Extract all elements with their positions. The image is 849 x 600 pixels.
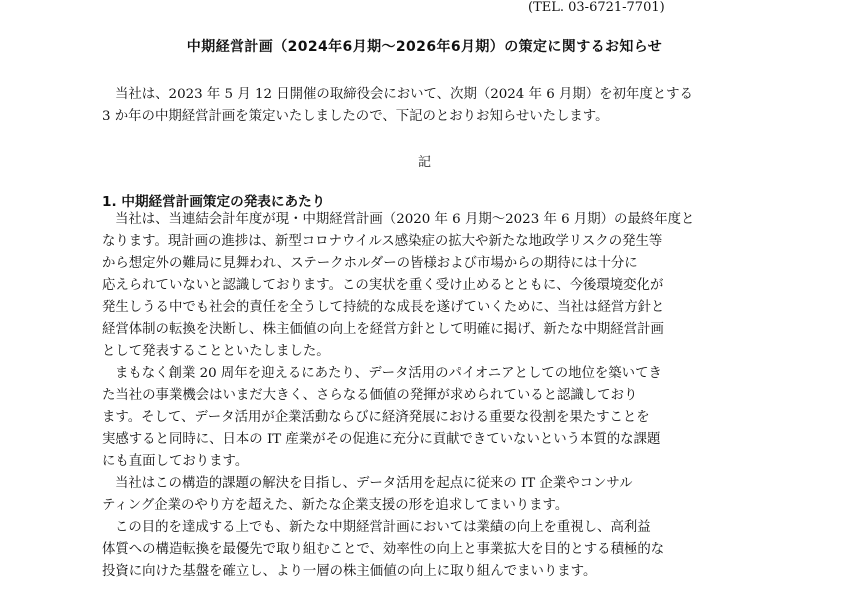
paragraph-line: この目的を達成する上でも、新たな中期経営計画においては業績の向上を重視し、高利益: [115, 520, 651, 535]
paragraph-line: 実感すると同時に、日本の IT 産業がその促進に充分に貢献できていないという本質的な課題: [102, 432, 661, 447]
paragraph-line: から想定外の難局に見舞われ、ステークホルダーの皆様および市場からの期待には十分に: [102, 256, 638, 271]
body-paragraph-2: [102, 363, 662, 473]
intro-paragraph: [102, 84, 693, 128]
body-paragraph-1: [102, 209, 694, 363]
paragraph-line: なります。現計画の進捗は、新型コロナウイルス感染症の拡大や新たな地政学リスクの発生等: [102, 234, 663, 249]
paragraph-line: 体質への構造転換を最優先で取り組むことで、効率性の向上と事業拡大を目的とする積極的な: [102, 542, 665, 557]
paragraph-line: 応えられていないと認識しております。この実状を重く受け止めるとともに、今後環境変化が: [102, 278, 664, 293]
intro-line: 当社は、2023 年 5 月 12 日開催の取締役会において、次期（2024 年 6 月期）を初年度とする: [115, 87, 693, 102]
paragraph-line: 当社は、当連結会計年度が現・中期経営計画（2020 年 6 月期～2023 年 6 月期）の最終年度と: [115, 212, 695, 227]
body-paragraph-4: [102, 517, 664, 583]
intro-line: 3 か年の中期経営計画を策定いたしましたので、下記のとおりお知らせいたします。: [102, 109, 609, 124]
ki-marker: 記: [417, 155, 431, 170]
document-title: 中期経営計画（2024年6月期～2026年6月期）の策定に関するお知らせ: [186, 39, 663, 55]
paragraph-line: 投資に向けた基盤を確立し、より一層の株主価値の向上に取り組んでまいります。: [102, 564, 597, 579]
paragraph-line: 当社はこの構造的課題の解決を目指し、データ活用を起点に従来の IT 企業やコンサル: [115, 476, 633, 491]
paragraph-line: まもなく創業 20 周年を迎えるにあたり、データ活用のパイオニアとしての地位を築いてき: [115, 366, 662, 381]
paragraph-line: にも直面しております。: [102, 454, 249, 469]
section-heading: 1. 中期経営計画策定の発表にあたり: [102, 194, 326, 210]
paragraph-line: として発表することといたしました。: [102, 344, 330, 359]
paragraph-line: ます。そして、データ活用が企業活動ならびに経済発展における重要な役割を果たすことを: [102, 410, 650, 425]
paragraph-line: た当社の事業機会はいまだ大きく、さらなる価値の発揮が求められていると認識しており: [102, 388, 638, 403]
paragraph-line: 発生しうる中でも社会的責任を全うして持続的な成長を遂げていくために、当社は経営方針と: [102, 300, 665, 315]
body-paragraph-3: [102, 473, 633, 517]
paragraph-line: 経営体制の転換を決断し、株主価値の向上を経営方針として明確に掲げ、新たな中期経営計画: [102, 322, 664, 337]
contact-telephone: (TEL. 03-6721-7701): [528, 0, 665, 15]
paragraph-line: ティング企業のやり方を超えた、新たな企業支援の形を追求してまいります。: [102, 498, 569, 513]
